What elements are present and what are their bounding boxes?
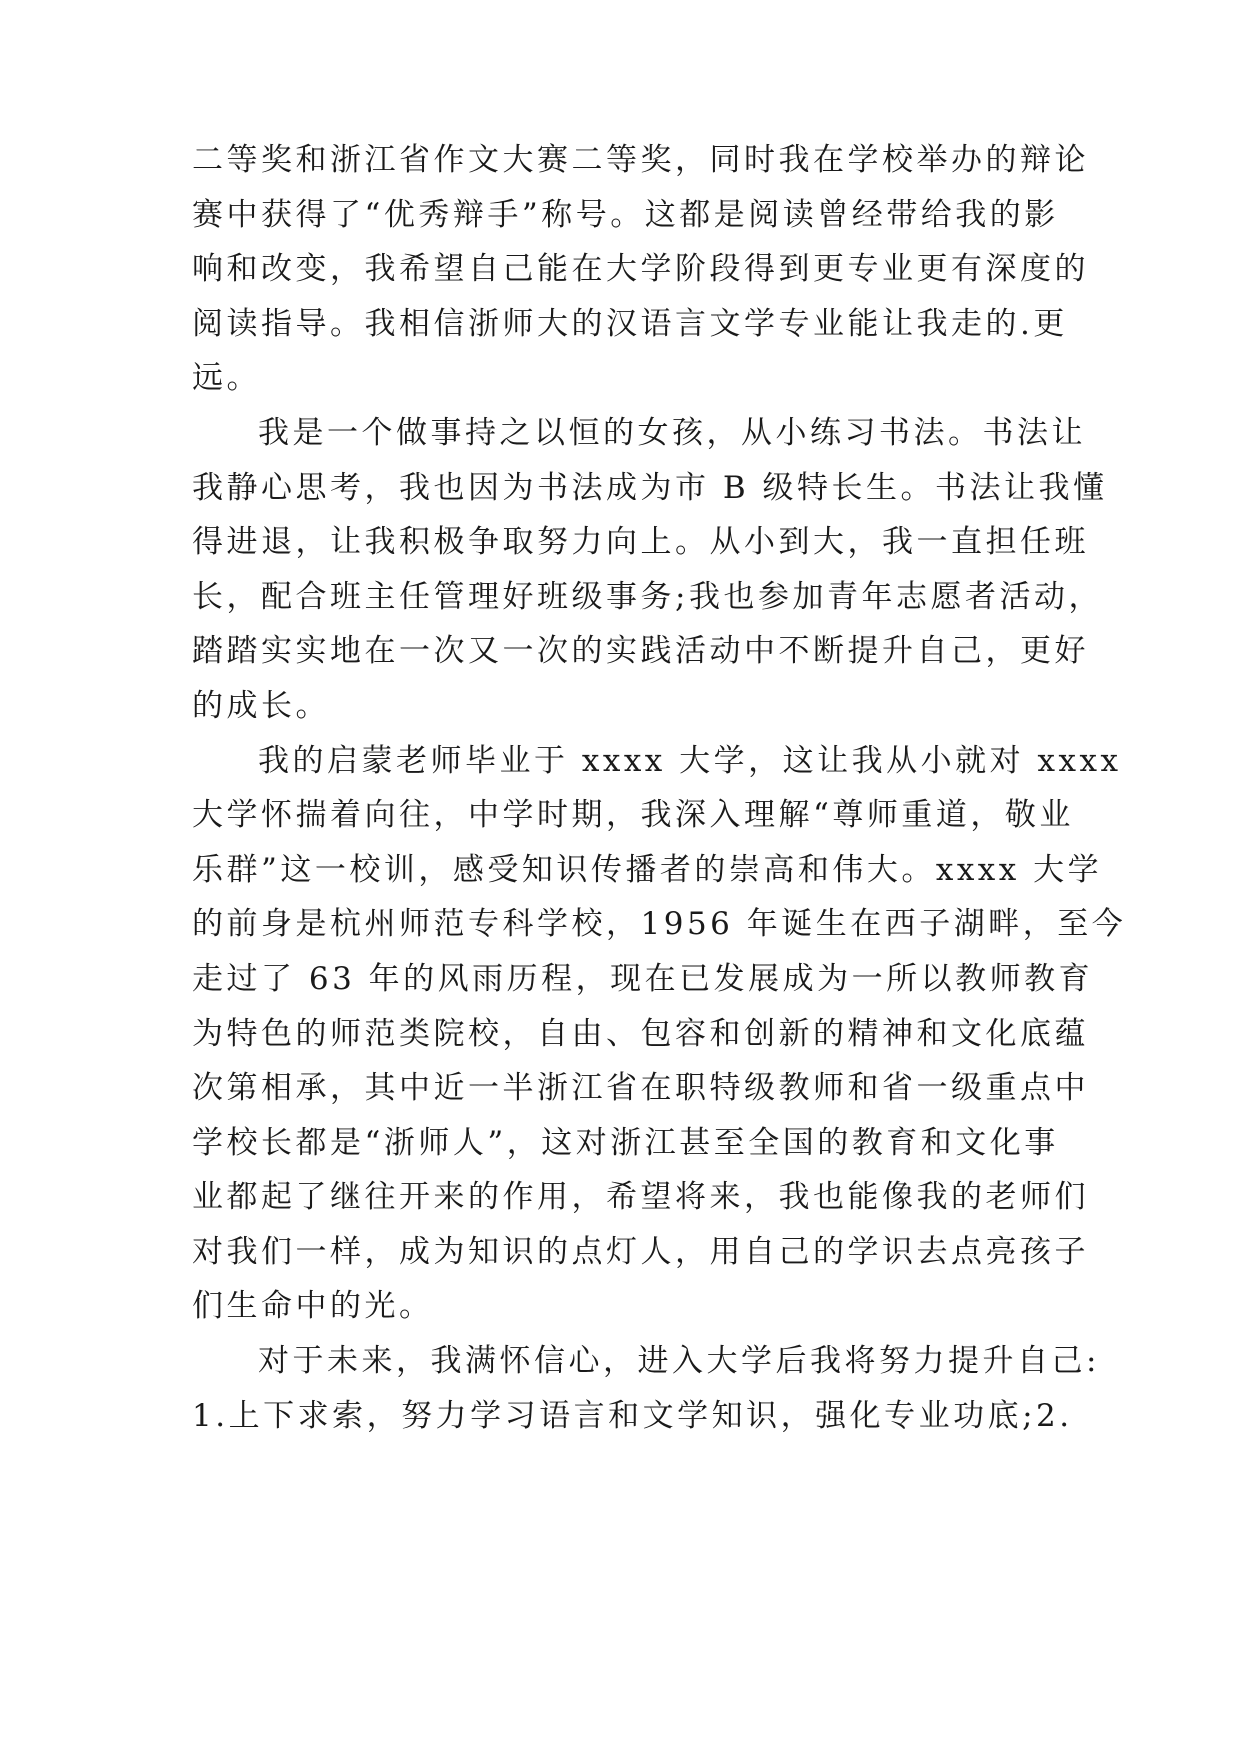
text-line-indented: 我的启蒙老师毕业于 xxxx 大学，这让我从小就对 xxxx — [258, 742, 1122, 779]
text-line: 赛中获得了“优秀辩手”称号。这都是阅读曾经带给我的影 — [192, 196, 1059, 233]
text-line: 大学怀揣着向往，中学时期，我深入理解“尊师重道，敬业 — [192, 797, 1074, 834]
text-line: 乐群”这一校训，感受知识传播者的崇高和伟大。xxxx 大学 — [192, 851, 1103, 888]
text-line: 踏踏实实地在一次又一次的实践活动中不断提升自己，更好 — [192, 633, 1089, 670]
text-line: 学校长都是“浙师人”，这对浙江甚至全国的教育和文化事 — [192, 1124, 1059, 1161]
text-line: 为特色的师范类院校，自由、包容和创新的精神和文化底蕴 — [192, 1015, 1089, 1052]
text-line: 次第相承，其中近一半浙江省在职特级教师和省一级重点中 — [192, 1070, 1089, 1107]
text-line: 走过了 63 年的风雨历程，现在已发展成为一所以教师教育 — [192, 960, 1094, 997]
text-line: 长，配合班主任管理好班级事务;我也参加青年志愿者活动， — [192, 578, 1103, 615]
text-line-indented: 我是一个做事持之以恒的女孩，从小练习书法。书法让 — [258, 414, 1086, 451]
text-line: 远。 — [192, 360, 261, 397]
text-line: 我静心思考，我也因为书法成为市 B 级特长生。书法让我懂 — [192, 469, 1108, 506]
text-line: 的成长。 — [192, 687, 330, 724]
text-line: 对我们一样，成为知识的点灯人，用自己的学识去点亮孩子 — [192, 1233, 1089, 1270]
text-line: 业都起了继往开来的作用，希望将来，我也能像我的老师们 — [192, 1179, 1089, 1216]
text-line: 的前身是杭州师范专科学校，1956 年诞生在西子湖畔，至今 — [192, 906, 1127, 943]
text-line-indented: 对于未来，我满怀信心，进入大学后我将努力提升自己: — [258, 1343, 1100, 1380]
text-line: 们生命中的光。 — [192, 1288, 434, 1325]
text-line: 得进退，让我积极争取努力向上。从小到大，我一直担任班 — [192, 524, 1089, 561]
text-line: 阅读指导。我相信浙师大的汉语言文学专业能让我走的.更 — [192, 305, 1068, 342]
text-line: 1.上下求索，努力学习语言和文学知识，强化专业功底;2. — [192, 1397, 1073, 1434]
text-line: 响和改变，我希望自己能在大学阶段得到更专业更有深度的 — [192, 251, 1089, 288]
document-body — [192, 133, 1127, 1443]
text-line: 二等奖和浙江省作文大赛二等奖，同时我在学校举办的辩论 — [192, 142, 1089, 178]
